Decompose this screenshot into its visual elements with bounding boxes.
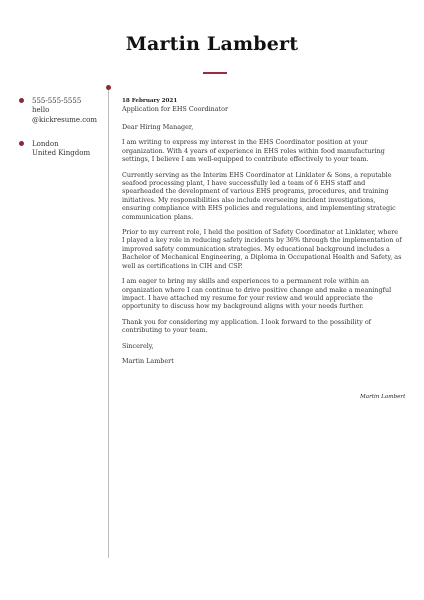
- phone-number[interactable]: 555-555-5555: [32, 97, 82, 105]
- handwritten-signature: Martin Lambert: [360, 394, 406, 400]
- paragraph-thanks: Thank you for considering my application. I look forward to the possibility of contributing to your team.: [122, 317, 372, 335]
- signer-name: Martin Lambert: [122, 356, 174, 365]
- applicant-name: Martin Lambert: [125, 33, 299, 55]
- paragraph-prior-role: Prior to my current role, I held the position of Safety Coordinator at Linklater, where I played a key role in reducing safety incidents by 36% through the implementation of improved safety communication strategies. My educational background includes a Bachelor of Mechanical Engineering, a Diploma in Occupational Health and Safety, as well as certifications in CIH and CSP.: [122, 228, 402, 270]
- letter-subject: Application for EHS Coordinator: [122, 105, 228, 113]
- letter-date: 18 February 2021: [122, 98, 178, 104]
- email-line-1[interactable]: hello: [32, 106, 50, 115]
- city: London: [32, 140, 59, 148]
- letter-body: [122, 98, 402, 372]
- contact-bullet-icon: [19, 98, 24, 103]
- paragraph-current-role: Currently serving as the Interim EHS Coordinator at Linklater & Sons, a reputable seafood processing plant, I have successfully led a team of 6 EHS staff and spearheaded the development of various EHS programs, procedures, and training initiatives. My responsibilities also include overseeing incident investigations, ensuring compliance with EHS policies and regulations, and implementing strategic communication plans.: [122, 170, 396, 221]
- location-bullet-icon: [19, 141, 24, 146]
- salutation: Dear Hiring Manager,: [122, 123, 194, 131]
- closing: Sincerely,: [122, 341, 154, 350]
- paragraph-motivation: I am eager to bring my skills and experiences to a permanent role within an organization where I can continue to drive positive change and make a meaningful impact. I have attached my resume for your review and would appreciate the opportunity to discuss how my background aligns with your needs further.: [122, 277, 392, 311]
- paragraph-intro: I am writing to express my interest in the EHS Coordinator position at your organization. With 4 years of experience in EHS roles within food manufacturing settings, I believe I am well-equipped to contribute effectively to your team.: [122, 138, 385, 164]
- country: United Kingdom: [32, 149, 91, 158]
- contact-info: [32, 97, 97, 125]
- email-line-2[interactable]: @kickresume.com: [32, 115, 98, 124]
- accent-divider: [203, 72, 227, 74]
- location-info: [32, 140, 90, 159]
- vertical-divider: [108, 90, 109, 558]
